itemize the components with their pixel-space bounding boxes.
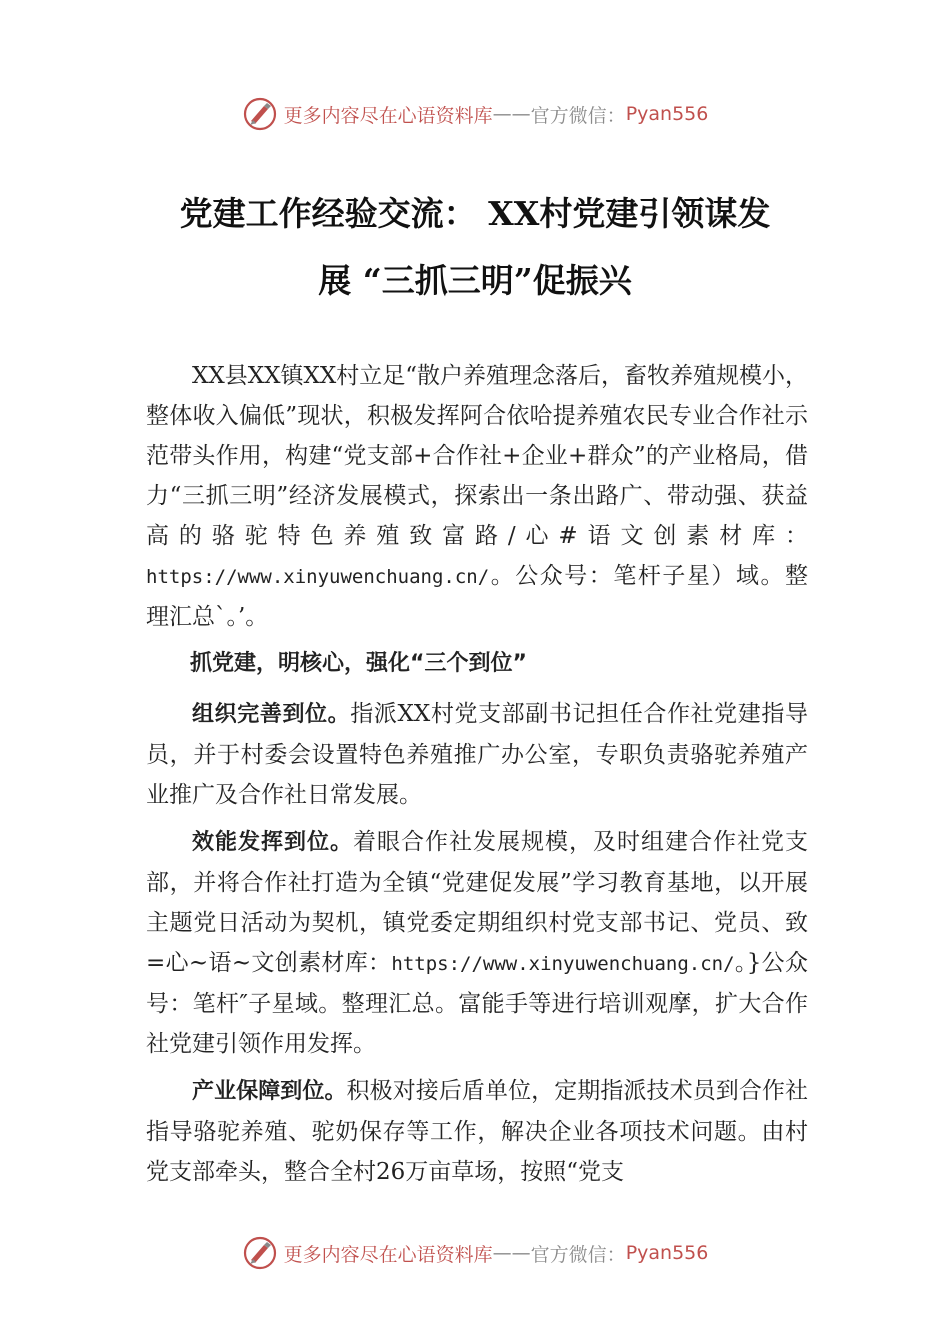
banner-wechat-label: 官方微信： <box>530 1243 626 1266</box>
organization-text: 指派XX村党支部副书记担任合作社党建指导员，并于村委会设置特色养殖推广办公室，专职负责骆驼养殖产业推广及合作社日常发展。 <box>146 701 808 808</box>
efficiency-text: 着眼合作社发展规模，及时组建合作社党支部，并将合作社打造为全镇“党建促发展”学习教育基地，以开展主题党日活动为契机，镇党委定期组织村党支部书记、党员、致=心~语~文创素材库： <box>146 829 808 976</box>
intro-url: https://www.xinyuwenchuang.cn/ <box>146 566 490 588</box>
banner-site-text: 更多内容尽在心语资料库 <box>283 104 493 127</box>
intro-tail: 。公众号：笔杆子星）域。整理汇总`。’。 <box>146 563 808 630</box>
banner-dash: —— <box>492 103 531 125</box>
document-title-line-2: 展 “三抓三明”促振兴 <box>318 261 632 300</box>
banner-account: Pyan556 <box>625 103 709 125</box>
paragraph-efficiency <box>146 822 808 1064</box>
document-body <box>146 356 808 1199</box>
section-heading: 抓党建，明核心，强化“三个到位” <box>190 651 527 676</box>
industry-lead: 产业保障到位。 <box>192 1079 347 1104</box>
header-watermark-banner <box>0 94 950 134</box>
organization-lead: 组织完善到位。 <box>192 702 351 727</box>
industry-text: 积极对接后盾单位，定期指派技术员到合作社指导骆驼养殖、驼奶保存等工作，解决企业各项技术问题。由村党支部牵头，整合全村26万亩草场，按照“党支 <box>146 1078 808 1185</box>
efficiency-tail: 。}公众号：笔杆″子星域。整理汇总。富能手等进行培训观摩，扩大合作社党建引领作用发挥。 <box>146 950 808 1057</box>
banner-account: Pyan556 <box>625 1242 709 1264</box>
paragraph-industry <box>146 1071 808 1192</box>
pen-logo-icon <box>242 1235 278 1271</box>
intro-text: XX县XX镇XX村立足“散户养殖理念落后，畜牧养殖规模小，整体收入偏低”现状，积极发挥阿合依哈提养殖农民专业合作社示范带头作用，构建“党支部+合作社+企业+群众”的产业格局，借力“三抓三明”经济发展模式，探索出一条出路广、带动强、获益高的骆驼特色养殖致富路/心#语文创素材库： <box>146 363 809 549</box>
paragraph-organization <box>146 694 808 815</box>
banner-site-text: 更多内容尽在心语资料库 <box>283 1243 493 1266</box>
efficiency-url: https://www.xinyuwenchuang.cn/ <box>391 953 735 975</box>
paragraph-intro <box>146 356 808 637</box>
efficiency-lead: 效能发挥到位。 <box>192 830 353 855</box>
banner-dash: —— <box>492 1242 531 1264</box>
banner-wechat-label: 官方微信： <box>530 104 626 127</box>
pen-logo-icon <box>242 96 278 132</box>
document-title-line-1: 党建工作经验交流： XX村党建引领谋发 <box>179 194 771 233</box>
footer-watermark-banner <box>0 1233 950 1273</box>
